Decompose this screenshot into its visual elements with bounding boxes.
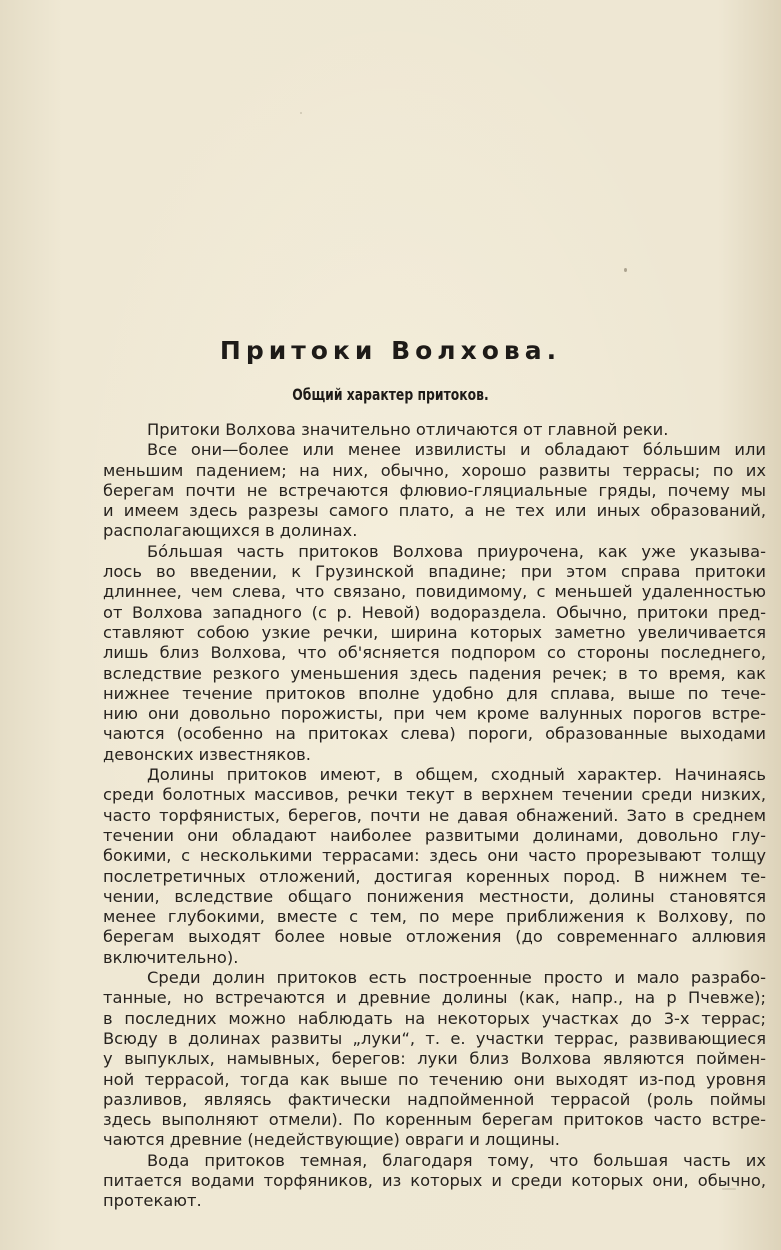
paragraph: [103, 440, 766, 541]
paragraph: [103, 542, 766, 765]
text-line: располагающихся в долинах.: [103, 521, 358, 541]
text-line: лишь близ Волхова, что об'ясняется подпором со стороны последнего,: [103, 643, 766, 663]
text-line: от Волхова западного (с р. Невой) водораздела. Обычно, притоки пред-: [103, 602, 766, 622]
paper-spot: [300, 112, 302, 114]
text-line: чении, вследствие общаго понижения местности, долины становятся: [103, 886, 766, 906]
text-line: Все они—более или менее извилисты и обладают бóльшим или: [147, 440, 766, 460]
text-line: Среди долин притоков есть построенные просто и мало разрабо-: [147, 968, 766, 988]
text-line: Всюду в долинах развиты „луки“, т. е. участки террас, развивающиеся: [103, 1028, 766, 1048]
page-title: Притоки Волхова.: [219, 336, 562, 365]
paper-spot: [624, 268, 627, 272]
text-line: у выпуклых, намывных, берегов: луки близ Волхова являются поймен-: [103, 1049, 766, 1069]
text-line: лось во введении, к Грузинской впадине; при этом справа притоки: [103, 562, 766, 582]
text-line: Вода притоков темная, благодаря тому, что большая часть их: [147, 1150, 766, 1170]
text-line: послетретичных отложений, достигая коренных пород. В нижнем те-: [103, 866, 766, 886]
text-line: девонских известняков.: [103, 744, 311, 764]
text-line: танные, но встречаются и древние долины (как, напр., на р Пчевже);: [103, 988, 766, 1008]
text-line: течении они обладают наиболее развитыми долинами, довольно глу-: [103, 825, 766, 845]
paragraph: [103, 420, 766, 440]
paragraph: [103, 1151, 766, 1212]
text-line: менее глубокими, вместе с тем, по мере приближения к Волхову, по: [103, 907, 766, 927]
text-line: вследствие резкого уменьшения здесь падения речек; в то время, как: [103, 663, 766, 683]
text-line: длиннее, чем слева, что связано, повидимому, с меньшей удаленностью: [103, 582, 766, 602]
text-line: и имеем здесь разрезы самого плато, а не тех или иных образований,: [103, 501, 766, 521]
text-line: Притоки Волхова значительно отличаются от главной реки.: [147, 420, 669, 439]
paragraph: [103, 968, 766, 1151]
text-line: среди болотных массивов, речки текут в верхнем течении среди низких,: [103, 785, 766, 805]
text-line: чаются (особенно на притоках слева) пороги, образованные выходами: [103, 724, 766, 744]
text-line: питается водами торфяников, из которых и среди которых они, обычно,: [103, 1170, 766, 1190]
text-line: разливов, являясь фактически надпойменной террасой (роль поймы: [103, 1089, 766, 1109]
text-line: ной террасой, тогда как выше по течению они выходят из-под уровня: [103, 1069, 766, 1089]
text-line: часто торфянистых, берегов, почти не давая обнажений. Зато в среднем: [103, 805, 766, 825]
text-line: протекают.: [103, 1191, 202, 1211]
text-line: берегам выходят более новые отложения (до современнаго аллювия: [103, 927, 766, 947]
text-line: чаются древние (недействующие) овраги и лощины.: [103, 1130, 560, 1150]
section-subtitle: Общий характер притоков.: [292, 385, 489, 404]
text-line: ставляют собою узкие речки, ширина которых заметно увеличивается: [103, 622, 766, 642]
body-text: [103, 420, 766, 1212]
text-line: нию они довольно порожисты, при чем кроме валунных порогов встре-: [103, 704, 766, 724]
text-line: меньшим падением; на них, обычно, хорошо развиты террасы; по их: [103, 460, 766, 480]
text-line: включительно).: [103, 947, 239, 967]
text-line: Долины притоков имеют, в общем, сходный характер. Начинаясь: [147, 765, 766, 785]
text-line: берегам почти не встречаются флювио-гляциальные гряды, почему мы: [103, 480, 766, 500]
text-line: в последних можно наблюдать на некоторых участках до 3-х террас;: [103, 1008, 766, 1028]
text-line: Бóльшая часть притоков Волхова приурочена, как уже указыва-: [147, 541, 766, 561]
paragraph: [103, 765, 766, 968]
text-line: бокими, с несколькими террасами: здесь они часто прорезывают толщу: [103, 846, 766, 866]
text-line: здесь выполняют отмели). По коренным берегам притоков часто встре-: [103, 1110, 766, 1130]
text-line: нижнее течение притоков вполне удобно для сплава, выше по тече-: [103, 683, 766, 703]
